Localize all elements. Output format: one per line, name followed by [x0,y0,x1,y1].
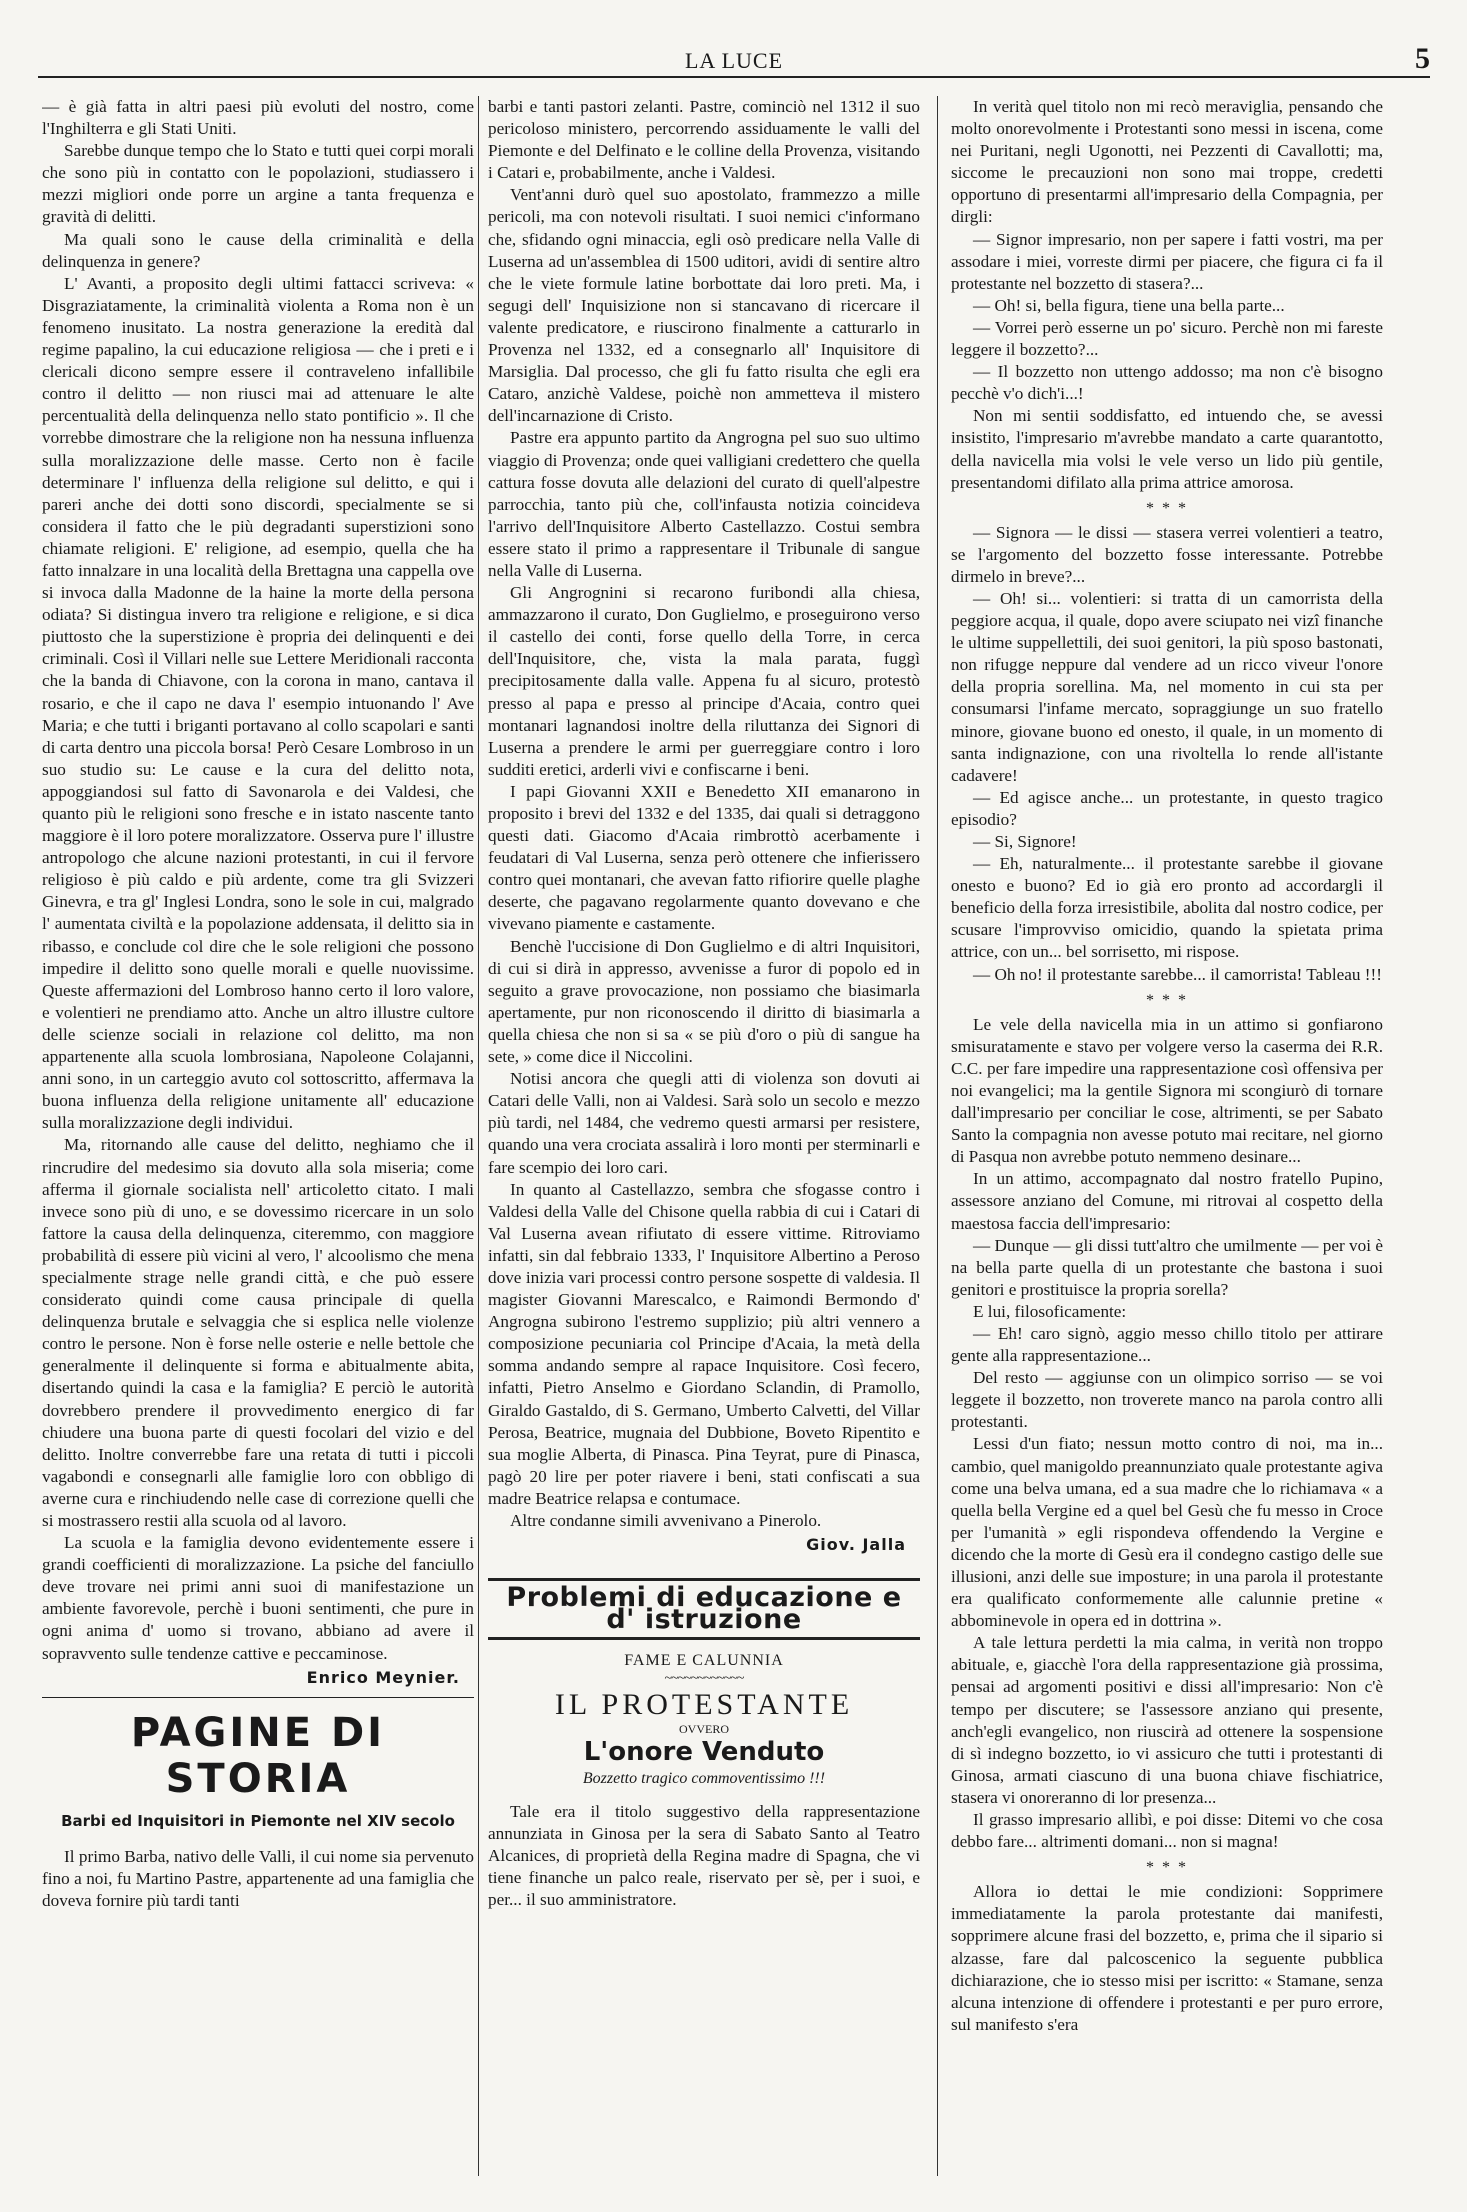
article-tagline: Bozzetto tragico commoventissimo !!! [582,1770,826,1788]
paragraph: La scuola e la famiglia devono evidentemente essere i grandi coefficienti di moralizzazione. La psiche del fanciullo deve trovare nei primi anni suoi di manifestazione un ambiente favorevole, perchè i buoni sentimenti, che pure in ogni anima d' uomo si trovano, abbiano ad avere il sopravvento sulle tendenze cattive e peccaminose. [42,1533,474,1663]
paragraph: Sarebbe dunque tempo che lo Stato e tutti quei corpi morali che sono più in contatto con le popolazioni, studiassero i mezzi migliori onde porre un argine a tanta frequenza e gravità di delitti. [42,141,474,227]
paragraph: Non mi sentii soddisfatto, ed intuendo che, se avessi insistito, l'impresario m'avrebbe mandato a carte quarantotto, della navicella mia volsi le vele verso un lido più gentile, presentandomi difilato alla prima attrice amorosa. [951,406,1383,492]
paragraph: Notisi ancora che quegli atti di violenza son dovuti ai Catari delle Valli, non ai Valdesi. Sarà solo un secolo e mezzo più tardi, nel 1484, che vedremo questi armarsi per resistere, quando una vera crociata assalirà i loro monti per sterminarli e fare scempio dei loro cari. [488,1069,920,1177]
ornament: ~~~~~~~~~~~~ [664,1671,744,1687]
page-header [38,42,1430,78]
paragraph: — Signor impresario, non per sapere i fatti vostri, ma per assodare i miei, vorreste dirmi per piacere, che figura ci fa il protestante nel bozzetto di stasera?... [951,229,1383,293]
page-number: 5 [1415,42,1430,75]
paragraph: — Dunque — gli dissi tutt'altro che umilmente — per voi è na bella parte quella di un protestante che bastona i suoi genitori e prostituisce la propria sorella? [951,1235,1383,1299]
paragraph: Altre condanne simili avvenivano a Pinerolo. [510,1511,822,1530]
paragraph: barbi e tanti pastori zelanti. Pastre, cominciò nel 1312 il suo pericoloso ministero, percorrendo assiduamente le valli del Piemonte e del Delfinato e le colline della Provenza, visitando i Catari e, probabilmente, anche i Valdesi. [488,97,920,183]
newspaper-title: LA LUCE [684,48,784,73]
article-subtitle: L'onore Venduto [583,1737,825,1768]
paragraph: Lessi d'un fiato; nessun motto contro di noi, ma in... cambio, quel manigoldo preannunziato quale protestante agiva come una belva umana, ed a sua madre che lo richiamava « a quella bella Vergine ed a quel bel Gesù che fu messo in Croce per l'umanità » egli rispondeva offendendo la Vergine e dicendo che la morte di Gesù era il condegno castigo delle sue illusioni, anzi delle sue imposture; in una parola il protestante era qualificato conformemente alle calunnie pretine « abbominevole in opera ed in dottrina ». [951,1434,1383,1631]
paragraph: Il primo Barba, nativo delle Valli, il cui nome sia pervenuto fino a noi, fu Martino Pastre, appartenente ad una famiglia che doveva fornire più tardi tanti [42,1846,474,1911]
paragraph: In quanto al Castellazzo, sembra che sfogasse contro i Valdesi della Valle del Chisone quella rabbia di cui i Catari di Val Luserna avean rifiutato di essere vittime. Ritroviamo infatti, sin dal febbraio 1333, l' Inquisitore Albertino a Peroso dove inizia vari processi contro persone sospette di valdesia. Il magister Giovanni Marescalco, e Raimondi Bermondo d' Angrogna subirono l'estremo supplizio; più altri vennero a composizione pecuniaria col Principe d'Acaia, la metà della somma andando sempre al rapace Inquisitore. Così fecero, infatti, Pietro Anselmo e Giordano Sclandin, di Pramollo, Giraldo Gastaldo, di S. Germano, Umberto Calvetti, del Villar Perosa, Beatrice, mugnaia del Dubbione, Boveto Ripentito e sua moglie Alberta, di Pinasca. Pina Teyrat, pure di Pinasca, pagò 20 lire per poter riavere i beni, stati confiscati a sua madre Beatrice relapsa e contumace. [488,1179,920,1508]
section-break: * * * [1146,991,1188,1009]
section-title: PAGINE DI STORIA [130,1709,386,1802]
paragraph: In un attimo, accompagnato dal nostro fratello Pupino, assessore anziano del Comune, mi ritrovai al cospetto della maestosa faccia dell'impresario: [951,1169,1383,1233]
paragraph: E lui, filosoficamente: [973,1301,1127,1321]
paragraph: Ma quali sono le cause della criminalità e della delinquenza in genere? [42,229,474,271]
article-kicker: FAME E CALUNNIA [624,1652,784,1670]
paragraph: Gli Angrognini si recarono furibondi alla chiesa, ammazzarono il curato, Don Guglielmo, e proseguirono verso il castello dei conti, forse quello della Torre, in cerca dell'Inquisitore, che, vista la mala parata, fuggì precipitosamente dalla valle. Appena fu al sicuro, protestò presso al papa e presso al principe d'Acaia, contro quei montanari lagnandosi inoltre della riluttanza dei Signori di Luserna a prendere le armi per guerreggiare contro i loro sudditi eretici, arderli vivi e confiscarne i beni. [488,583,920,779]
paragraph: — Il bozzetto non uttengo addosso; ma non c'è bisogno pecchè v'o dich'i...! [951,362,1383,404]
column-divider [478,96,479,2176]
paragraph: Benchè l'uccisione di Don Guglielmo e di altri Inquisitori, di cui si dirà in appresso, avvenisse a furor di popolo ed in seguito a grave provocazione, non possiamo che biasimarla apertamente, pur non riconoscendo il diritto di biasimarla a quella chiesa che non si sa « se più d'oro o più di sangue ha sete, » come dice il Niccolini. [488,936,920,1067]
section-subtitle: Barbi ed Inquisitori in Piemonte nel XIV secolo [61,1811,455,1830]
column-divider [937,96,938,2176]
column-2 [488,96,920,2186]
article-title-connector: OVVERO [679,1722,729,1737]
paragraph: — Eh, naturalmente... il protestante sarebbe il giovane onesto e buono? Ed io già ero pronto ad accordargli il beneficio della forza irresistibile, abolita dal nostro codice, per scusare l'improvviso omicidio, quando la spietata prima attrice, con un... bel sorrisetto, mi rispose. [951,854,1383,962]
paragraph: — Oh! si, bella figura, tiene una bella parte... [973,295,1285,315]
paragraph: — Si, Signore! [973,832,1077,851]
paragraph: — Eh! caro signò, aggio messo chillo titolo per attirare gente alla rappresentazione... [951,1323,1383,1366]
column-3 [951,96,1383,2186]
paragraph: I papi Giovanni XXII e Benedetto XII emanarono in proposito i brevi del 1332 e del 1335, dai quali si detraggono questi dati. Giacomo d'Acaia rimbrottò acerbamente i feudatari di Val Luserna, senza però ottenere che infierissero contro quei montanari, che avevan fatto rifiorire quelle plaghe deserte, che pagavano regolarmente quanto dovevano e che vivevano piamente e castamente. [488,781,920,934]
paragraph: In verità quel titolo non mi recò meraviglia, pensando che molto onorevolmente i Protestanti sono messi in iscena, come nei Puritani, negli Ugonotti, nei Pezzenti di Cavallotti; ma, siccome le precauzioni non sono mai troppe, credetti opportuno di presentarmi all'impresario della Compagnia, per dirgli: [951,97,1383,227]
paragraph: Vent'anni durò quel suo apostolato, frammezzo a mille pericoli, ma con notevoli risultati. I suoi nemici c'informano che, sfidando ogni minaccia, egli osò predicare nella Valle di Luserna ad un'assemblea di 1500 uditori, avidi di sentire altro che le viete formule latine borbottate dai loro preti. Ma, i segugi dell' Inquisizione non si stancavano di ricercare il valente predicatore, e riuscirono finalmente a catturarlo in Provenza nel 1332, ed a consegnarlo all' Inquisitore di Marsiglia. Dal processo, che gli fu fatto risulta che egli era Cataro, anzichè Valdese, poichè non ammetteva il mistero dell'incarnazione di Cristo. [488,185,920,426]
section-break: * * * [1146,499,1188,517]
paragraph: — è già fatta in altri paesi più evoluti del nostro, come l'Inghilterra e gli Stati Uniti. [42,97,474,139]
paragraph: — Vorrei però esserne un po' sicuro. Perchè non mi fareste leggere il bozzetto?... [951,317,1383,360]
section-banner: Problemi di educazione e d' istruzione [488,1578,920,1640]
section-break: * * * [1146,1859,1188,1877]
paragraph: A tale lettura perdetti la mia calma, in verità non troppo abituale, e, giacchè l'ora della rappresentazione già prossima, pensai ad argomenti positivi e dissi all'impresario: Non c'è tempo per discutere; se l'assessore anziano qui presente, anch'egli evangelico, non riuscirà ad ottenere la sospensione di sì indegno bozzetto, io vi assicuro che tutti i protestanti di Ginosa, armati ciascuno di una buona chiave fischiatrice, stasera vi onoreranno di lor presenza... [951,1633,1383,1807]
column-1 [42,96,474,2186]
paragraph: — Signora — le dissi — stasera verrei volentieri a teatro, se l'argomento del bozzetto fosse interessante. Potrebbe dirmelo in breve?... [951,522,1383,586]
paragraph: Ma, ritornando alle cause del delitto, neghiamo che il rincrudire del medesimo sia dovuto alla sola miseria; come afferma il giornale socialista nell' articoletto citato. I mali invece sono più di uno, e se dovessimo ricercare in un solo fattore la causa della delinquenza, citeremmo, con maggiore probabilità di essere più vicini al vero, l' alcoolismo che mena specialmente strage nelle grandi città, e che può essere considerato quindi come causa principale di quella delinquenza brutale e selvaggia che si esplica nelle violenze contro le persone. Non è forse nelle osterie e nelle bettole che generalmente il delinquente si forma e abitualmente abita, disertando quindi la casa e la famiglia? E perciò le autorità dovrebbero prendere il provvedimento energico di far chiudere una buona parte di questi focolari del vizio e del delitto. Inoltre converrebbe fare una retata di tutti i piccoli vagabondi e consegnarli alle famiglie loro con obbligo di averne cura e rinchiudendo nelle case di correzione quelli che si mostrassero restii alla scuola od al lavoro. [42,1135,474,1530]
paragraph: Allora io dettai le mie condizioni: Sopprimere immediatamente la parola protestante dai manifesti, sopprimere alcune frasi del bozzetto, e, prima che il sipario si alzasse, fare dal palcoscenico la seguente pubblica dichiarazione, che io stesso misi per iscritto: « Stamane, senza alcuna intenzione di offendere i protestanti e per puro errore, sul manifesto s'era [951,1882,1383,2034]
paragraph: — Oh no! il protestante sarebbe... il camorrista! Tableau !!! [973,964,1382,984]
paragraph: — Oh! si... volentieri: si tratta di un camorrista della peggiore acqua, il quale, dopo avere sciupato nei vizî finanche le ultime suppellettili, dei suoi genitori, la più sposo bastonati, non rifugge neppure dal vendere ad un ricco viveur l'onore della propria sorellina. Ma, nel momento in cui sta per consumarsi l'infame mercato, sopraggiunge un suo fratello minore, giovane buono ed onesto, il quale, in un momento di santa indignazione, con una rivoltella lo rende all'istante cadavere! [951,588,1383,785]
divider [42,1697,474,1698]
author-signature: Giov. Jalla [806,1535,906,1555]
paragraph: Il grasso impresario allibì, e poi disse: Ditemi vo che cosa debbo fare... altrimenti domani... non si magna! [951,1810,1383,1852]
paragraph: Pastre era appunto partito da Angrogna pel suo suo ultimo viaggio di Provenza; onde quei valligiani credettero che quella cattura fosse dovuta alle delazioni del curato di quell'alpestre parrocchia, tanto più che, coll'infausta notizia coincideva l'arrivo dell'Inquisitore Alberto Castellazzo. Costui sembra essere stato il primo a rappresentare il Tribunale di sangue nella Valle di Luserna. [488,428,920,580]
paragraph: Le vele della navicella mia in un attimo si gonfiarono smisuratamente e stavo per volgere verso la caserma dei R.R. C.C. per fare impedire una rappresentazione così offensiva per noi evangelici; ma la gentile Signora mi scongiurò di tornare dall'impresario per conciliar le cose, altrimenti, se per Sabato Santo la compagnia non avesse potuto mai recitare, nel giorno di Pasqua non avrebbe potuto nemmeno desinare... [951,1014,1383,1167]
paragraph: — Ed agisce anche... un protestante, in questo tragico episodio? [951,787,1383,829]
paragraph: Del resto — aggiunse con un olimpico sorriso — se voi leggete il bozzetto, non troverete manco na parola contro alli protestanti. [951,1368,1383,1432]
paragraph: Tale era il titolo suggestivo della rappresentazione annunziata in Ginosa per la sera di Sabato Santo al Teatro Alcanices, di proprietà della Regina madre di Spagna, che vi tiene finanche un palco reale, riservato per sè, per i suoi, e per... il suo amministratore. [488,1801,920,1909]
paragraph: L' Avanti, a proposito degli ultimi fattacci scriveva: « Disgraziatamente, la criminalità violenta a Roma non è un fenomeno inusitato. La nostra generazione la eredità dal regime papalino, la cui educazione religiosa — che i preti e i clericali dicono sempre essere il contraveleno infallibile contro il delitto — non riusci mai ad attenuare le alte percentualità della delinquenza nello stato pontificio ». Il che vorrebbe dimostrare che la religione non ha nessuna influenza sulla moralizzazione delle masse. Certo non è facile determinare l' influenza della religione sul delitto, e qui i pareri anche dei dotti sono discordi, specialmente se si considera il fatto che le più degradanti superstizioni sono chiamate religioni. E' religione, ad esempio, quella che ha fatto innalzare in una località della Brettagna una cappella ove si invoca dalla Madonne de la haine la morte della persona odiata? Si distingua invero tra religione e religione, e si dica piuttosto che la superstizione è propria dei delinquenti e dei criminali. Così il Villari nelle sue Lettere Meridionali racconta che la banda di Chiavone, con la corona in mano, cantava il rosario, e che il capo ne dava l' esempio intuonando l' Ave Maria; e che tutti i briganti portavano al collo scapolari e santi di carta dentro una piccola borsa! Però Cesare Lombroso in un suo studio su: Le cause e la cura del delitto nota, appoggiandosi sul fatto di Savonarola e dei Valdesi, che quanto più le religioni sono fresche e in istato nascente tanto maggiore è il loro potere moralizzatore. Osserva pure l' illustre antropologo che alcune nazioni protestanti, in cui il fervore religioso è più caldo e più ardente, come tra gli Svizzeri Ginevra, e tra gl' Inglesi Londra, sono le sole in cui, malgrado l' aumentata civiltà e la popolazione addensata, il delitto sia in ribasso, e conclude col dire che le sole religioni che possono impedire il delitto sono quelle morali e quelle nuovissime. Queste affermazioni del Lombroso hanno certo il loro valore, e volentieri ne prendiamo atto. Anche un altro illustre cultore delle scienze sociali in relazione col delitto, ma non appartenente alla scuola lombrosiana, Napoleone Colajanni, anni sono, in un carteggio avuto col sottoscritto, affermava la buona influenza della religione unitamente all' educazione sulla moralizzazione degli individui. [42,273,474,1133]
article-title: IL PROTESTANTE [554,1688,854,1722]
author-signature: Enrico Meynier. [306,1667,460,1687]
